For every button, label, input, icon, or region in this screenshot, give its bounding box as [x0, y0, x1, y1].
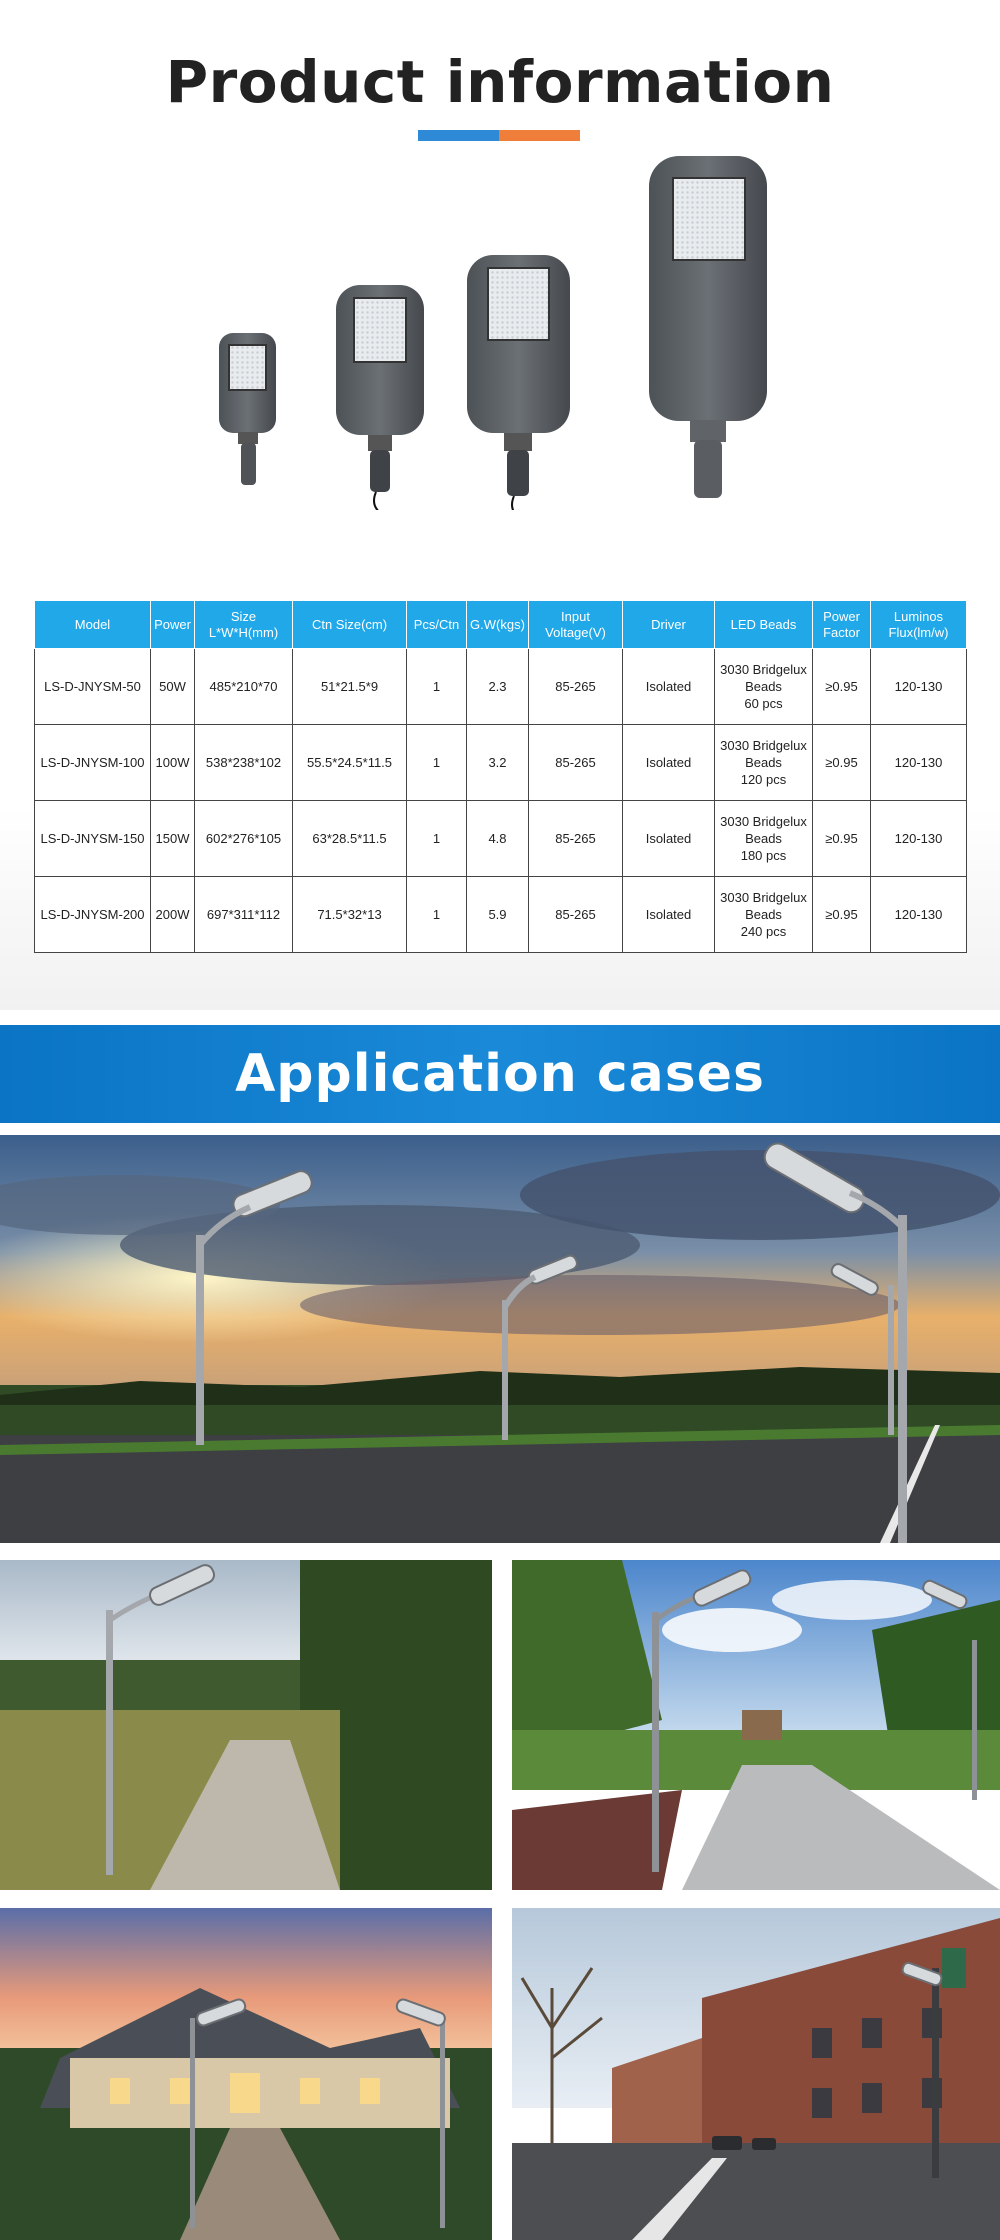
cell-driver: Isolated [623, 649, 715, 725]
cell-voltage: 85-265 [529, 649, 623, 725]
cell-power: 100W [151, 725, 195, 801]
cell-flux: 120-130 [871, 649, 967, 725]
cell-size: 602*276*105 [195, 801, 293, 877]
header-driver: Driver [623, 601, 715, 649]
street-light-150w [467, 255, 570, 510]
cell-gw: 2.3 [467, 649, 529, 725]
cell-model: LS-D-JNYSM-100 [35, 725, 151, 801]
product-spec-table [34, 600, 967, 953]
header-ctn-size: Ctn Size(cm) [293, 601, 407, 649]
cell-pcs: 1 [407, 725, 467, 801]
cell-power-factor: ≥0.95 [813, 801, 871, 877]
cell-voltage: 85-265 [529, 877, 623, 953]
cell-flux: 120-130 [871, 801, 967, 877]
section-title: Product information [165, 48, 835, 116]
cell-flux: 120-130 [871, 725, 967, 801]
cell-model: LS-D-JNYSM-150 [35, 801, 151, 877]
cell-power: 200W [151, 877, 195, 953]
photo-country-road-sunset [0, 1135, 1000, 1543]
cell-power-factor: ≥0.95 [813, 725, 871, 801]
cell-led-beads: 3030 Bridgelux Beads 60 pcs [715, 649, 813, 725]
cell-power: 50W [151, 649, 195, 725]
cell-size: 697*311*112 [195, 877, 293, 953]
cell-gw: 4.8 [467, 801, 529, 877]
cell-model: LS-D-JNYSM-200 [35, 877, 151, 953]
cell-ctn-size: 55.5*24.5*11.5 [293, 725, 407, 801]
header-luminous-flux: Luminos Flux(lm/w) [871, 601, 967, 649]
underline-blue-segment [418, 130, 499, 141]
cell-gw: 3.2 [467, 725, 529, 801]
street-light-products [0, 150, 1000, 510]
header-input-voltage: Input Voltage(V) [529, 601, 623, 649]
cell-driver: Isolated [623, 725, 715, 801]
cell-driver: Isolated [623, 801, 715, 877]
header-model: Model [35, 601, 151, 649]
table-row [35, 877, 967, 953]
cell-pcs: 1 [407, 801, 467, 877]
cell-pcs: 1 [407, 877, 467, 953]
photo-town-street [512, 1908, 1000, 2240]
street-light-100w [336, 285, 424, 510]
cell-power-factor: ≥0.95 [813, 877, 871, 953]
cell-ctn-size: 71.5*32*13 [293, 877, 407, 953]
street-light-200w [649, 156, 767, 498]
photo-villa-driveway [0, 1908, 492, 2240]
table-header-row [35, 601, 967, 649]
cell-led-beads: 3030 Bridgelux Beads 120 pcs [715, 725, 813, 801]
cell-model: LS-D-JNYSM-50 [35, 649, 151, 725]
cell-ctn-size: 51*21.5*9 [293, 649, 407, 725]
product-information-section [0, 0, 1000, 1010]
street-light-50w [219, 333, 276, 485]
table-row [35, 649, 967, 725]
application-cases-banner [0, 1025, 1000, 1123]
cell-led-beads: 3030 Bridgelux Beads 180 pcs [715, 801, 813, 877]
table-row [35, 725, 967, 801]
cell-size: 485*210*70 [195, 649, 293, 725]
header-pcs-ctn: Pcs/Ctn [407, 601, 467, 649]
cell-pcs: 1 [407, 649, 467, 725]
photo-neighborhood-road [512, 1560, 1000, 1890]
header-power: Power [151, 601, 195, 649]
underline-orange-segment [499, 130, 580, 141]
header-gw: G.W(kgs) [467, 601, 529, 649]
cell-led-beads: 3030 Bridgelux Beads 240 pcs [715, 877, 813, 953]
cell-driver: Isolated [623, 877, 715, 953]
table-row [35, 801, 967, 877]
application-cases-title: Application cases [235, 1044, 765, 1104]
cell-ctn-size: 63*28.5*11.5 [293, 801, 407, 877]
cell-power-factor: ≥0.95 [813, 649, 871, 725]
cell-voltage: 85-265 [529, 801, 623, 877]
header-power-factor: Power Factor [813, 601, 871, 649]
cell-voltage: 85-265 [529, 725, 623, 801]
header-size: Size L*W*H(mm) [195, 601, 293, 649]
photo-gravel-path [0, 1560, 492, 1890]
cell-size: 538*238*102 [195, 725, 293, 801]
cell-power: 150W [151, 801, 195, 877]
header-led-beads: LED Beads [715, 601, 813, 649]
cell-flux: 120-130 [871, 877, 967, 953]
cell-gw: 5.9 [467, 877, 529, 953]
title-underline [418, 130, 580, 141]
